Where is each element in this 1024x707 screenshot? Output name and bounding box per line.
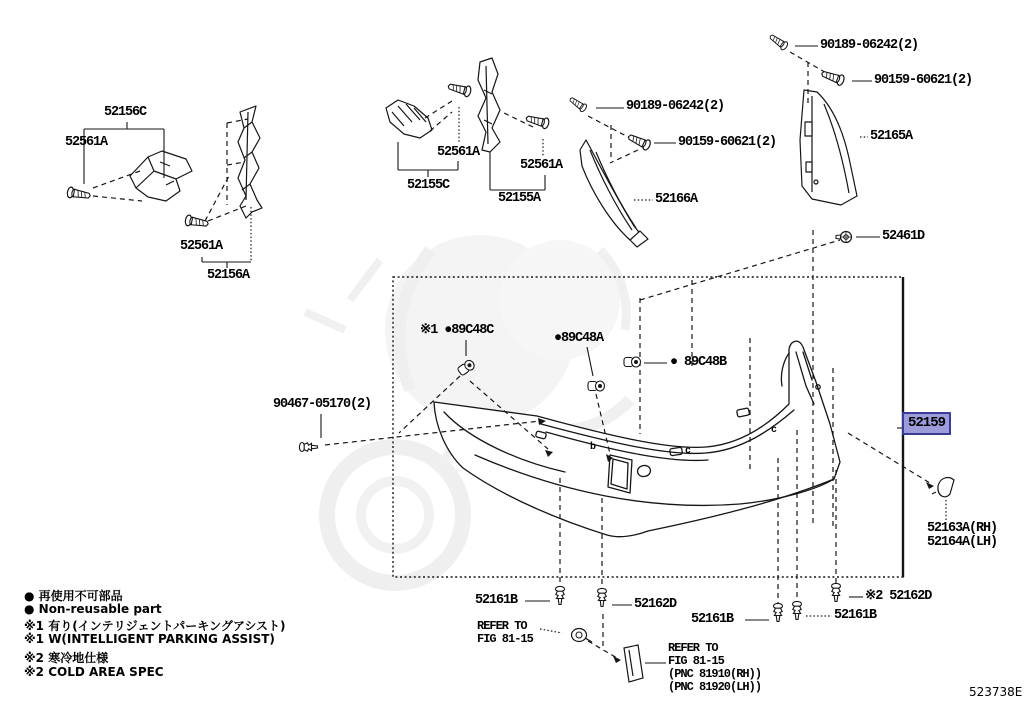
drawing-mark-c1: c (685, 446, 692, 457)
part-label-52561a-1[interactable]: 52561A (65, 135, 108, 150)
part-label-52162d-2[interactable]: ※2 52162D (865, 589, 932, 604)
pad-52165a-drawing (800, 90, 857, 205)
screw-52461d-icon (836, 232, 852, 243)
drawing-mark-c2: c (771, 425, 778, 436)
legend-note1-en: ※1 W(INTELLIGENT PARKING ASSIST) (24, 632, 275, 646)
part-label-52155c[interactable]: 52155C (407, 178, 450, 193)
part-label-52165a[interactable]: 52165A (870, 129, 913, 144)
part-label-90159-60621-2[interactable]: 90159-60621(2) (874, 73, 973, 88)
part-label-52161b-2[interactable]: 52161B (691, 612, 734, 627)
refer-note-2-line4: (PNC 81920(LH)) (668, 680, 762, 694)
part-label-90159-60621-1[interactable]: 90159-60621(2) (678, 135, 777, 150)
doc-code: 523738E (969, 685, 1023, 699)
legend-note1-jp: ※1 有り(インテリジェントパーキングアシスト) (24, 619, 286, 633)
part-label-52166a[interactable]: 52166A (655, 192, 698, 207)
part-label-52156a[interactable]: 52156A (207, 268, 250, 283)
bracket-52155a-drawing (478, 58, 500, 152)
refer-note-2-line1: REFER TO (668, 641, 718, 655)
refer-note-1-line2: FIG 81-15 (477, 632, 533, 646)
part-label-52561a-2[interactable]: 52561A (180, 239, 223, 254)
bolt-icons (67, 32, 846, 229)
part-label-90189-06242-2[interactable]: 90189-06242(2) (820, 38, 919, 53)
refer-note-1 (477, 620, 533, 646)
grommet-icon (572, 629, 593, 643)
drawing-mark-b: b (590, 442, 597, 453)
legend-note2-jp: ※2 寒冷地仕様 (24, 651, 109, 665)
part-label-52461d[interactable]: 52461D (882, 229, 925, 244)
part-label-52156c[interactable]: 52156C (104, 105, 147, 120)
part-label-90467-05170[interactable]: 90467-05170(2) (273, 397, 372, 412)
part-label-89c48a[interactable]: ●89C48A (554, 331, 604, 346)
legend-nonreusable-jp: ● 再使用不可部品 (24, 589, 123, 603)
part-label-90189-06242-1[interactable]: 90189-06242(2) (626, 99, 725, 114)
part-label-52163a-rh[interactable]: 52163A(RH) (927, 521, 998, 536)
refer-note-2-line2: FIG 81-15 (668, 654, 724, 668)
refer-note-2 (668, 642, 761, 694)
part-label-52162d-1[interactable]: 52162D (634, 597, 677, 612)
mudflap-drawing (624, 645, 643, 682)
part-label-52155a[interactable]: 52155A (498, 191, 541, 206)
part-label-52161b-1[interactable]: 52161B (475, 593, 518, 608)
part-label-89c48c[interactable]: ※1 ●89C48C (420, 323, 494, 338)
legend-note2-en: ※2 COLD AREA SPEC (24, 665, 164, 679)
piece-52163a-drawing (932, 478, 954, 497)
pad-52166a-drawing (580, 140, 648, 247)
part-label-52561a-4[interactable]: 52561A (520, 158, 563, 173)
bracket-52156a-drawing (238, 106, 262, 218)
part-label-52164a-lh[interactable]: 52164A(LH) (927, 535, 998, 550)
bracket-52156c-drawing (130, 151, 192, 201)
part-label-52561a-3[interactable]: 52561A (437, 145, 480, 160)
bracket-52155c-drawing (386, 100, 432, 138)
part-label-52161b-3[interactable]: 52161B (834, 608, 877, 623)
part-label-89c48b[interactable]: ● 89C48B (670, 355, 727, 370)
legend-nonreusable-en: ● Non-reusable part (24, 602, 162, 616)
part-label-52159-highlighted[interactable]: 52159 (902, 412, 951, 435)
refer-note-1-line1: REFER TO (477, 619, 527, 633)
refer-note-2-line3: (PNC 81910(RH)) (668, 667, 762, 681)
